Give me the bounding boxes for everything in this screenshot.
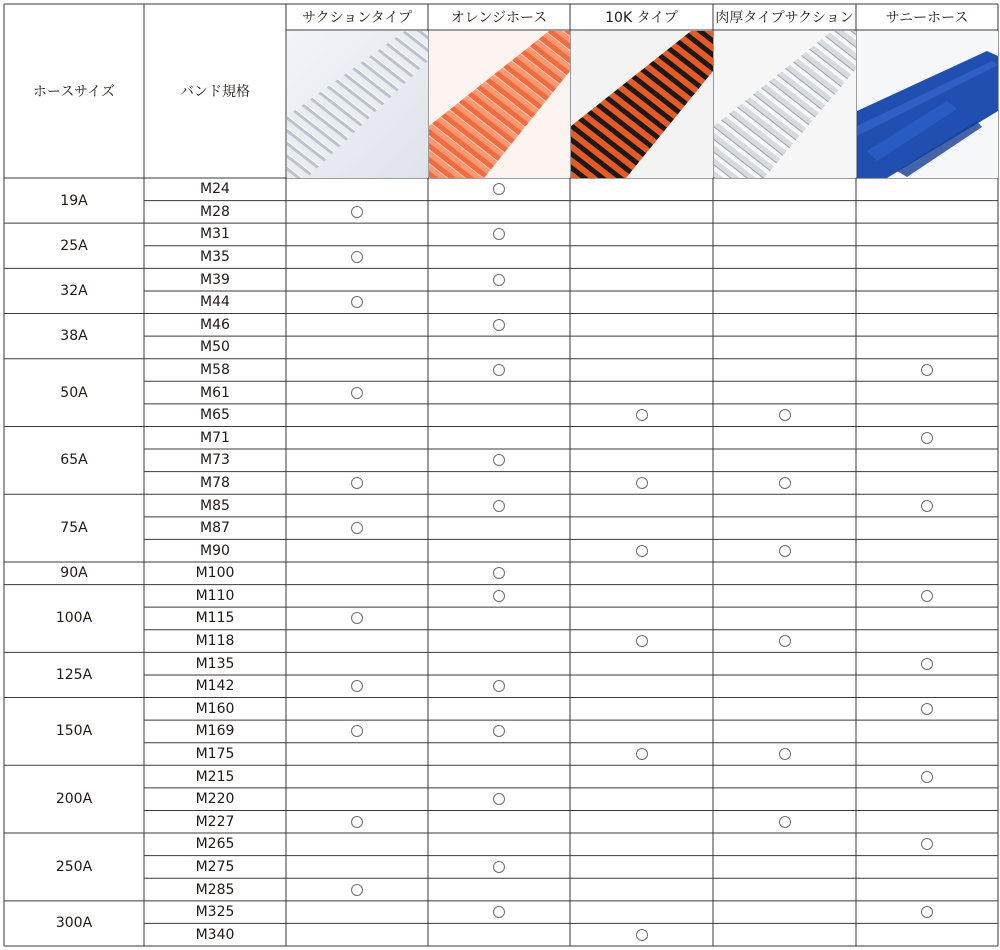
band-spec-cell: M85 <box>200 497 230 514</box>
band-spec-cell: M285 <box>195 881 235 898</box>
band-spec-cell: M35 <box>200 249 230 266</box>
band-spec-cell: M100 <box>195 565 235 582</box>
band-spec-cell: M215 <box>195 768 235 785</box>
band-spec-cell: M28 <box>200 203 230 220</box>
band-spec-cell: M265 <box>195 836 235 853</box>
header-band-spec: バンド規格 <box>180 84 250 100</box>
hose-size-cell: 19A <box>60 192 88 209</box>
black-orange-10k-hose-image <box>571 31 713 178</box>
compatible-mark <box>493 590 505 602</box>
compatible-mark <box>493 500 505 512</box>
compatible-mark <box>636 748 648 760</box>
thick-white-suction-hose-image <box>714 31 856 178</box>
compatible-mark <box>351 477 363 489</box>
band-spec-cell: M340 <box>195 926 235 943</box>
header-hose-size: ホースサイズ <box>33 84 115 100</box>
band-spec-cell: M135 <box>195 655 235 672</box>
product-name-orange: オレンジホース <box>450 10 548 26</box>
compatible-mark <box>636 635 648 647</box>
band-spec-cell: M87 <box>200 520 230 537</box>
compatible-mark <box>779 748 791 760</box>
band-spec-cell: M325 <box>195 904 235 921</box>
compatible-mark <box>636 409 648 421</box>
hose-size-cell: 25A <box>60 237 88 254</box>
band-spec-cell: M118 <box>195 633 235 650</box>
product-name-suction: サクションタイプ <box>302 10 412 26</box>
compatible-mark <box>921 364 933 376</box>
compatible-mark <box>921 658 933 670</box>
band-spec-cell: M220 <box>195 791 235 808</box>
band-spec-cell: M31 <box>200 226 230 243</box>
band-spec-cell: M65 <box>200 407 230 424</box>
hose-size-cell: 250A <box>55 858 93 875</box>
band-spec-cell: M24 <box>200 181 230 198</box>
compatible-mark <box>351 251 363 263</box>
compatible-mark <box>636 477 648 489</box>
product-name-sunny: サニーホース <box>885 10 969 26</box>
band-spec-cell: M169 <box>195 723 235 740</box>
clear-suction-hose-image <box>287 31 428 178</box>
compatible-mark <box>636 929 648 941</box>
hose-size-cell: 32A <box>60 282 88 299</box>
compatible-mark <box>493 861 505 873</box>
hose-size-cell: 300A <box>55 915 93 932</box>
compatible-mark <box>351 884 363 896</box>
compatible-mark <box>493 364 505 376</box>
band-spec-cell: M39 <box>200 271 230 288</box>
compatible-mark <box>779 635 791 647</box>
compatible-mark <box>493 274 505 286</box>
compatible-mark <box>493 319 505 331</box>
hose-size-cell: 75A <box>60 520 88 537</box>
orange-hose-image <box>429 31 570 178</box>
blue-sunny-hose-image <box>857 31 998 178</box>
band-spec-cell: M142 <box>195 678 235 695</box>
compatible-mark <box>779 545 791 557</box>
band-spec-cell: M275 <box>195 858 235 875</box>
band-spec-cell: M46 <box>200 316 230 333</box>
band-spec-cell: M160 <box>195 700 235 717</box>
band-spec-cell: M71 <box>200 429 230 446</box>
compatible-mark <box>351 816 363 828</box>
compatible-mark <box>921 590 933 602</box>
compatible-mark <box>351 387 363 399</box>
product-name-10k: 10K タイプ <box>605 10 678 26</box>
compatible-mark <box>921 703 933 715</box>
band-spec-cell: M44 <box>200 294 230 311</box>
hose-size-cell: 38A <box>60 328 88 345</box>
band-spec-cell: M175 <box>195 745 235 762</box>
hose-size-cell: 65A <box>60 452 88 469</box>
band-spec-cell: M115 <box>195 610 235 627</box>
compatible-mark <box>493 906 505 918</box>
hose-size-cell: 200A <box>55 791 93 808</box>
compatible-mark <box>921 771 933 783</box>
band-spec-cell: M58 <box>200 361 230 378</box>
compatible-mark <box>351 522 363 534</box>
compatible-mark <box>779 816 791 828</box>
band-spec-cell: M50 <box>200 339 230 356</box>
compatible-mark <box>351 206 363 218</box>
band-spec-cell: M61 <box>200 384 230 401</box>
band-spec-cell: M78 <box>200 474 230 491</box>
compatible-mark <box>921 432 933 444</box>
hose-size-cell: 90A <box>60 565 88 582</box>
hose-size-cell: 150A <box>55 723 93 740</box>
compatible-mark <box>636 545 648 557</box>
compatible-mark <box>921 500 933 512</box>
product-name-thick-suction: 肉厚タイプサクション <box>715 10 854 26</box>
hose-size-cell: 100A <box>55 610 93 627</box>
compatible-mark <box>779 477 791 489</box>
band-spec-cell: M110 <box>195 587 235 604</box>
band-spec-cell: M73 <box>200 452 230 469</box>
band-spec-cell: M90 <box>200 542 230 559</box>
compatible-mark <box>921 906 933 918</box>
hose-size-cell: 125A <box>55 666 93 683</box>
band-spec-cell: M227 <box>195 813 235 830</box>
compatible-mark <box>779 409 791 421</box>
hose-size-cell: 50A <box>60 384 88 401</box>
